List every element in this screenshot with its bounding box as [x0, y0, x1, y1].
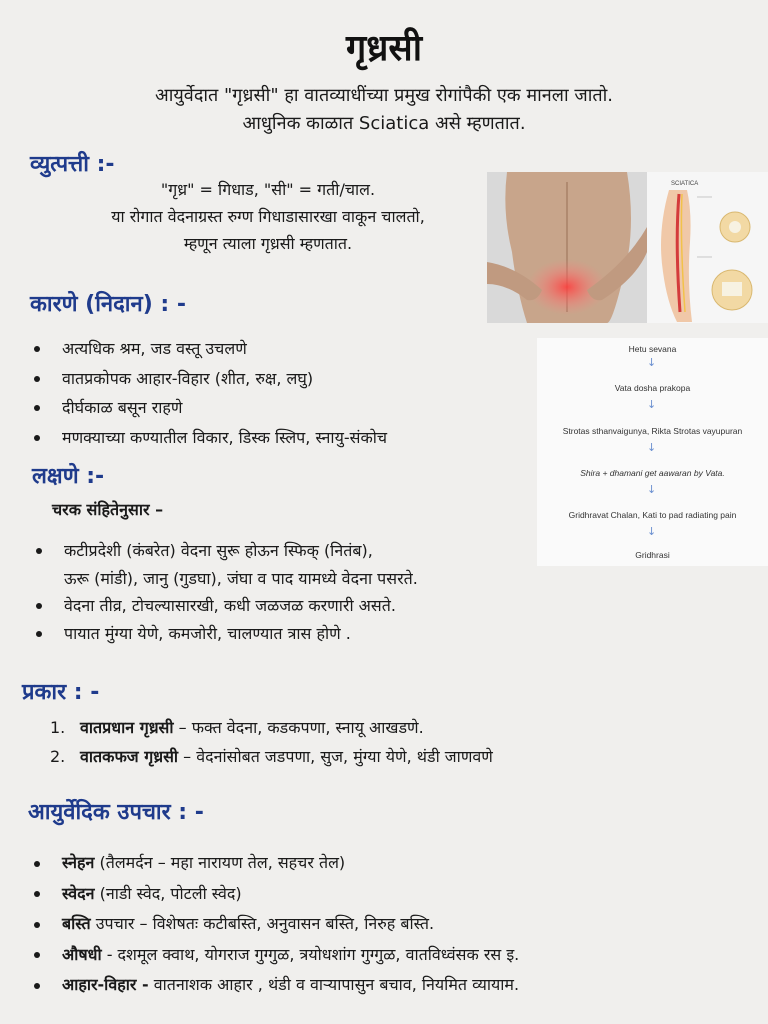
treatment-name: औषधी [62, 944, 102, 964]
list-item: मणक्याच्या कण्यातील विकार, डिस्क स्लिप, स्नायु-संकोच [28, 423, 538, 453]
symptoms-heading: लक्षणे :- [32, 464, 105, 489]
list-item [30, 537, 570, 592]
treatment-description: (तैलमर्दन – महा नारायण तेल, सहचर तेल) [94, 853, 346, 872]
anatomy-label: SCIATICA [671, 181, 699, 187]
types-heading: प्रकार : - [22, 680, 100, 705]
etymology-line: या रोगात वेदनाग्रस्त रुग्ण गिधाडासारखा वाकून चालतो, [111, 207, 425, 226]
flow-step: Hetu sevana [628, 344, 677, 354]
treatment-description: - दशमूल क्वाथ, योगराज गुग्गुळ, त्रयोधशांग गुग्गुळ, वातविध्वंसक रस इ. [101, 944, 520, 964]
etymology-heading: व्युत्पत्ती :- [30, 152, 115, 177]
treatment-name: बस्ति [62, 914, 91, 933]
list-item [28, 909, 748, 940]
treatment-description: उपचार – विशेषतः कटीबस्ति, अनुवासन बस्ति, निरुह बस्ति. [90, 914, 435, 933]
list-item: वातप्रकोपक आहार-विहार (शीत, रुक्ष, लघु) [28, 364, 538, 394]
intro-line: आयुर्वेदात "गृध्रसी" हा वातव्याधींच्या प्रमुख रोगांपैकी एक मानला जातो. [154, 85, 614, 106]
list-item: पायात मुंग्या येणे, कमजोरी, चालण्यात त्रास होणे . [30, 620, 570, 648]
list-item [28, 940, 748, 971]
treatment-name: स्वेदन [62, 883, 95, 903]
list-item [28, 848, 748, 879]
type-name: वातप्रधान गृध्रसी [80, 718, 174, 737]
down-arrow-icon: ↓ [647, 525, 657, 538]
treatment-name: स्नेहन [62, 853, 95, 872]
list-item-line: कटीप्रदेशी (कंबरेत) वेदना सुरू होऊन स्फिक् (नितंब), [64, 541, 373, 560]
type-name: वातकफज गृध्रसी [80, 747, 179, 766]
type-description: – वेदनांसोबत जडपणा, सुज, मुंग्या येणे, थंडी जाणवणे [178, 747, 493, 766]
sciatica-image [487, 172, 768, 323]
causes-list [28, 334, 538, 452]
page-title: गृध्रसी [345, 28, 423, 69]
flow-step: Strotas sthanvaigunya, Rikta Strotas vayupuran [562, 426, 743, 436]
treatment-name: आहार-विहार - [62, 975, 149, 994]
treatment-description: वातनाशक आहार , थंडी व वाऱ्यापासुन बचाव, नियमित व्यायाम. [148, 975, 520, 994]
flow-step: Vata dosha prakopa [614, 383, 691, 393]
treatment-description: (नाडी स्वेद, पोटली स्वेद) [94, 883, 242, 903]
list-item [50, 742, 493, 771]
list-number: 2. [50, 747, 66, 766]
types-list [50, 713, 493, 771]
etymology-line: म्हणून त्याला गृध्रसी म्हणतात. [183, 234, 353, 253]
intro-text [0, 82, 768, 138]
list-item [28, 970, 748, 1001]
etymology-text [0, 176, 536, 257]
list-item [28, 879, 748, 910]
pathogenesis-flowchart [537, 338, 768, 566]
symptoms-list [30, 537, 570, 647]
down-arrow-icon: ↓ [647, 356, 657, 369]
list-item: दीर्घकाळ बसून राहणे [28, 393, 538, 423]
down-arrow-icon: ↓ [647, 441, 657, 454]
list-item: वेदना तीव्र, टोचल्यासारखी, कधी जळजळ करणारी असते. [30, 592, 570, 620]
treatment-list [28, 848, 748, 1001]
type-description: – फक्त वेदना, कडकपणा, स्नायू आखडणे. [173, 718, 424, 737]
list-item-line: ऊरू (मांडी), जानु (गुडघा), जंघा व पाद यामध्ये वेदना पसरते. [64, 568, 418, 588]
flow-step: Gridhravat Chalan, Kati to pad radiating pain [568, 510, 737, 520]
intro-line: आधुनिक काळात Sciatica असे म्हणतात. [242, 113, 526, 134]
list-item: अत्यधिक श्रम, जड वस्तू उचलणे [28, 334, 538, 364]
down-arrow-icon: ↓ [647, 398, 657, 411]
list-item [50, 713, 493, 742]
treatment-heading: आयुर्वेदिक उपचार : - [28, 800, 204, 825]
symptoms-subheading: चरक संहितेनुसार – [52, 500, 164, 519]
down-arrow-icon: ↓ [647, 483, 657, 496]
flow-step: Gridhrasi [635, 550, 670, 560]
etymology-line: "गृध्र" = गिधाड, "सी" = गती/चाल. [160, 180, 376, 199]
list-number: 1. [50, 718, 66, 737]
causes-heading: कारणे (निदान) : - [30, 292, 187, 317]
flow-step: Shira + dhamani get aawaran by Vata. [580, 468, 725, 478]
